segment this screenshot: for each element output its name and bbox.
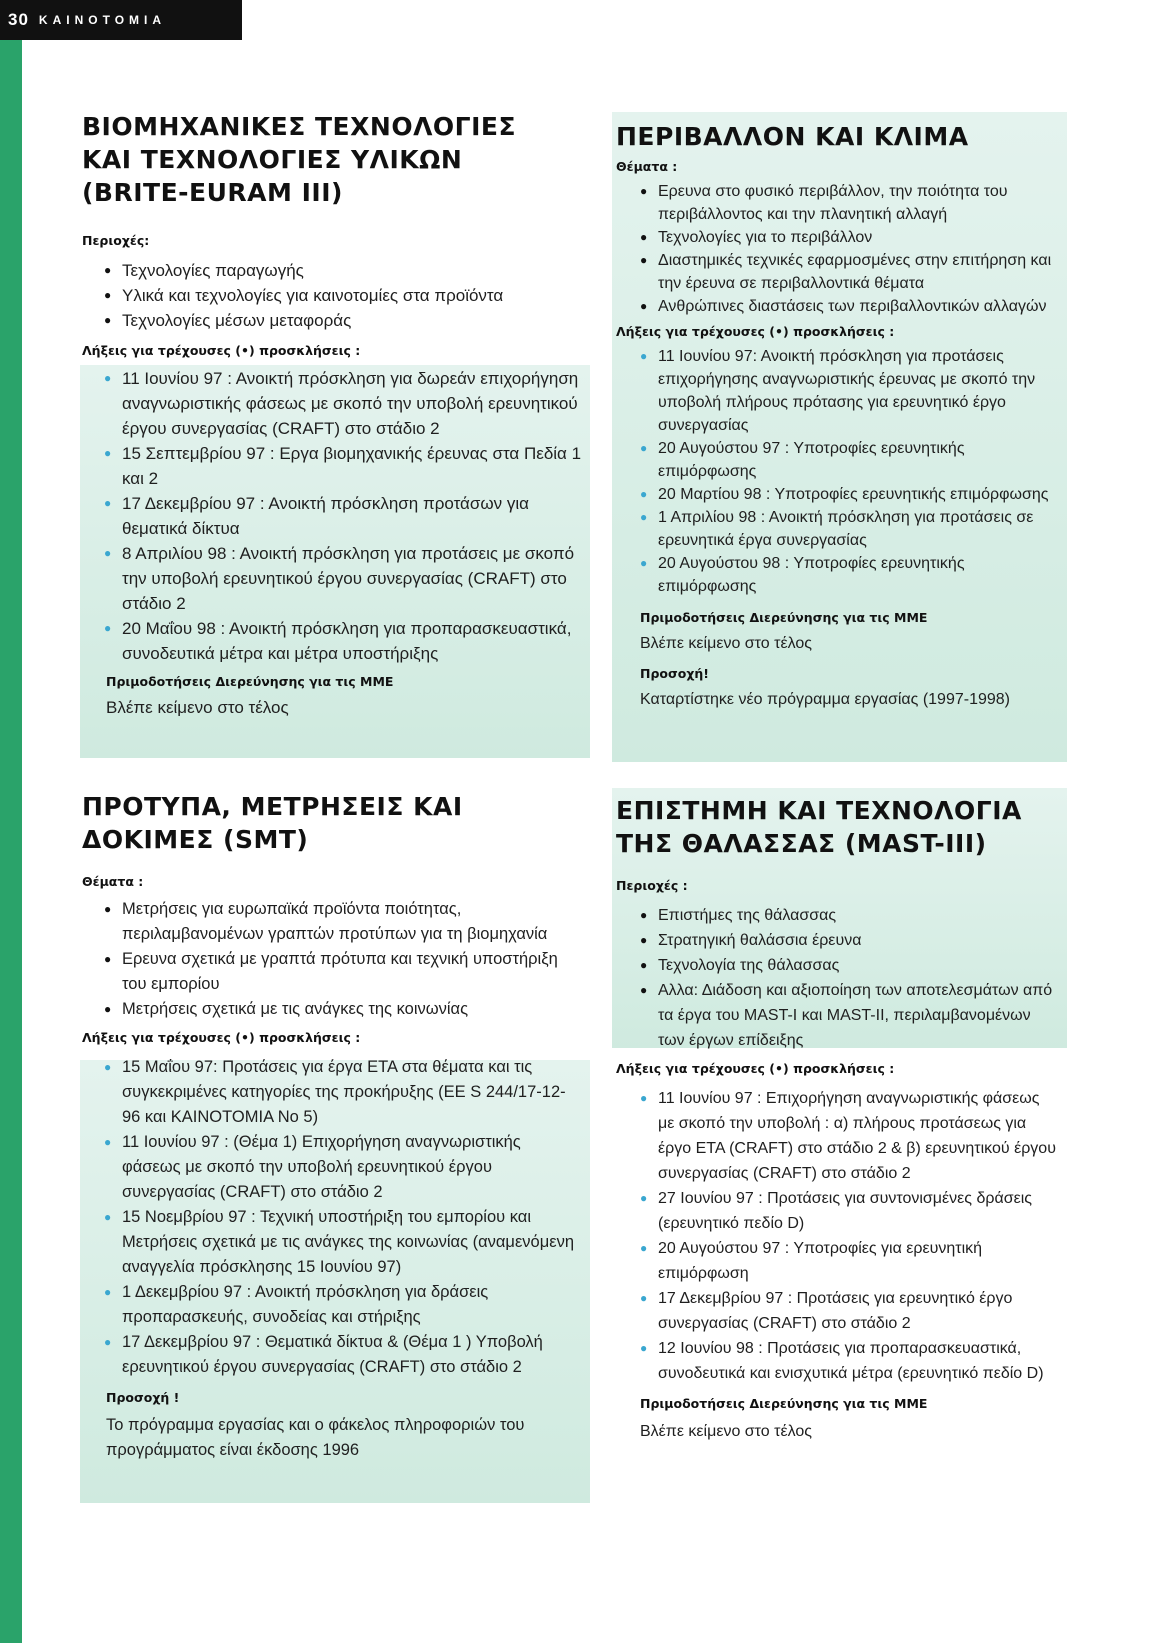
list-item: ● Μετρήσεις σχετικά με τις ανάγκες της κοινωνίας [104,997,582,1022]
list-item: ● 12 Ιουνίου 98 : Προτάσεις για προπαρασκευαστικά, συνοδευτικά και ενισχυτικά μέτρα (ερευνητικό πεδίο D) [640,1336,1060,1386]
deadlines-list [640,1086,1060,1386]
areas-list [104,258,592,333]
list-item: ● 15 Νοεμβρίου 97 : Τεχνική υποστήριξη του εμπορίου και Μετρήσεις σχετικά με τις ανάγκες της κοινωνίας (αναμενόμενη αναγγελία πρόσκλησης 15 Ιουνίου 97) [104,1205,582,1280]
section-title: ΠΡΟΤΥΠΑ, ΜΕΤΡΗΣΕΙΣ ΚΑΙ ΔΟΚΙΜΕΣ (SMT) [82,792,463,854]
sme-label: Πριμοδοτήσεις Διερεύνησης για τις ΜΜΕ [106,674,394,689]
section-mast [616,794,1066,1444]
list-item: ● 17 Δεκεμβρίου 97 : Θεματικά δίκτυα & (Θέμα 1 ) Υποβολή ερευνητικού έργου συνεργασίας (CRAFT) στο στάδιο 2 [104,1330,582,1380]
list-item: ● Υλικά και τεχνολογίες για καινοτομίες στα προϊόντα [104,283,592,308]
list-item: ● 20 Αυγούστου 97 : Υποτροφίες ερευνητικής επιμόρφωσης [640,437,1060,483]
list-item: ● Αλλα: Διάδοση και αξιοποίηση των αποτελεσμάτων από τα έργα του MAST-I και MAST-II, περιλαμβανομένων των έργων επίδειξης [640,978,1060,1053]
topics-label: Θέματα : [616,159,678,174]
list-item: ● 1 Απριλίου 98 : Ανοικτή πρόσκληση για προτάσεις σε ερευνητικά έργα συνεργασίας [640,506,1060,552]
deadlines-label: Λήξεις για τρέχουσες (•) προσκλήσεις : [616,1061,895,1076]
section-environment [616,120,1066,712]
topics-list [104,897,582,1022]
list-item: ● 11 Ιουνίου 97 : Ανοικτή πρόσκληση για δωρεάν επιχορήγηση αναγνωριστικής φάσεως με σκοπό την υποβολή ερευνητικού έργου συνεργασίας (CRAFT) στο στάδιο 2 [104,366,582,441]
deadlines-label: Λήξεις για τρέχουσες (•) προσκλήσεις : [616,324,895,339]
left-accent-bar [0,0,22,1643]
list-item: ● 27 Ιουνίου 97 : Προτάσεις για συντονισμένες δράσεις (ερευνητικό πεδίο D) [640,1186,1060,1236]
sme-label: Πριμοδοτήσεις Διερεύνησης για τις ΜΜΕ [640,610,928,625]
list-item: ● 17 Δεκεμβρίου 97 : Προτάσεις για ερευνητικό έργο συνεργασίας (CRAFT) στο στάδιο 2 [640,1286,1060,1336]
attention-text: Καταρτίστηκε νέο πρόγραμμα εργασίας (1997-1998) [640,691,1010,708]
list-item: ● Τεχνολογίες μέσων μεταφοράς [104,308,592,333]
list-item: ● 11 Ιουνίου 97: Ανοικτή πρόσκληση για προτάσεις επιχορήγησης αναγνωριστικής έρευνας με σκοπό την υποβολή πλήρους πρότασης για ερευνητικό έργο συνεργασίας [640,345,1060,437]
publication-name: ΚΑΙΝΟΤΟΜΙΑ [38,13,167,27]
areas-label: Περιοχές : [616,878,688,893]
list-item: ● 11 Ιουνίου 97 : (Θέμα 1) Επιχορήγηση αναγνωριστικής φάσεως με σκοπό την υποβολή ερευνητικού έργου συνεργασίας (CRAFT) στο στάδιο 2 [104,1130,582,1205]
sme-label: Πριμοδοτήσεις Διερεύνησης για τις ΜΜΕ [640,1396,928,1411]
list-item: ● Ανθρώπινες διαστάσεις των περιβαλλοντικών αλλαγών [640,295,1060,318]
list-item: ● Επιστήμες της θάλασσας [640,903,1060,928]
list-item: ● 20 Μαΐου 98 : Ανοικτή πρόσκληση για προπαρασκευαστικά, συνοδευτικά μέτρα και μέτρα υποστήριξης [104,616,582,666]
section-title: ΕΠΙΣΤΗΜΗ ΚΑΙ ΤΕΧΝΟΛΟΓΙΑ ΤΗΣ ΘΑΛΑΣΣΑΣ (MAST-III) [616,796,1022,858]
list-item: ● 20 Αυγούστου 98 : Υποτροφίες ερευνητικής επιμόρφωσης [640,552,1060,598]
list-item: ● Τεχνολογίες για το περιβάλλον [640,226,1060,249]
section-smt [82,790,592,1463]
list-item: ● 20 Μαρτίου 98 : Υποτροφίες ερευνητικής επιμόρφωσης [640,483,1060,506]
list-item: ● Ερευνα σχετικά με γραπτά πρότυπα και τεχνική υποστήριξη του εμπορίου [104,947,582,997]
deadlines-list [104,1055,582,1380]
page-number: 30 [8,10,29,29]
section-title: ΠΕΡΙΒΑΛΛΟΝ ΚΑΙ ΚΛΙΜΑ [616,122,969,151]
deadlines-list [104,366,582,666]
list-item: ● 15 Μαΐου 97: Προτάσεις για έργα ΕΤΑ στα θέματα και τις συγκεκριμένες κατηγορίες της προκήρυξης (ΕΕ S 244/17-12-96 και ΚΑΙΝΟΤΟΜΙΑ Νο 5) [104,1055,582,1130]
list-item: ● 1 Δεκεμβρίου 97 : Ανοικτή πρόσκληση για δράσεις προπαρασκευής, συνοδείας και στήριξης [104,1280,582,1330]
list-item: ● Μετρήσεις για ευρωπαϊκά προϊόντα ποιότητας, περιλαμβανομένων γραπτών προτύπων για τη βιομηχανία [104,897,582,947]
section-title: ΒΙΟΜΗΧΑΝΙΚΕΣ ΤΕΧΝΟΛΟΓΙΕΣ ΚΑΙ ΤΕΧΝΟΛΟΓΙΕΣ ΥΛΙΚΩΝ (BRITE-EURAM III) [82,112,517,207]
list-item: ● 15 Σεπτεμβρίου 97 : Εργα βιομηχανικής έρευνας στα Πεδία 1 και 2 [104,441,582,491]
attention-text: Το πρόγραμμα εργασίας και ο φάκελος πληροφοριών του προγράμματος είναι έκδοσης 1996 [106,1416,525,1459]
deadlines-label: Λήξεις για τρέχουσες (•) προσκλήσεις : [82,343,361,358]
list-item: ● Ερευνα στο φυσικό περιβάλλον, την ποιότητα του περιβάλλοντος και την πλανητική αλλαγή [640,180,1060,226]
deadlines-label: Λήξεις για τρέχουσες (•) προσκλήσεις : [82,1030,361,1045]
attention-label: Προσοχή! [640,666,709,681]
list-item: ● Στρατηγική θαλάσσια έρευνα [640,928,1060,953]
areas-label: Περιοχές: [82,233,150,248]
list-item: ● 17 Δεκεμβρίου 97 : Ανοικτή πρόσκληση προτάσων για θεματικά δίκτυα [104,491,582,541]
page-header [0,0,242,40]
topics-list [640,180,1060,318]
areas-list [640,903,1060,1053]
list-item: ● 11 Ιουνίου 97 : Επιχορήγηση αναγνωριστικής φάσεως με σκοπό την υποβολή : α) πλήρους προτάσεως για έργο ΕΤΑ (CRAFT) στο στάδιο 2 & β) ερευνητικού έργου συνεργασίας (CRAFT) στο στάδιο 2 [640,1086,1060,1186]
sme-text: Βλέπε κείμενο στο τέλος [640,1423,812,1440]
list-item: ● 8 Απριλίου 98 : Ανοικτή πρόσκληση για προτάσεις με σκοπό την υποβολή ερευνητικού έργου συνεργασίας (CRAFT) στο στάδιο 2 [104,541,582,616]
list-item: ● Τεχνολογία της θάλασσας [640,953,1060,978]
list-item: ● Τεχνολογίες παραγωγής [104,258,592,283]
deadlines-list [640,345,1060,598]
attention-label: Προσοχή ! [106,1390,180,1405]
list-item: ● Διαστημικές τεχνικές εφαρμοσμένες στην επιτήρηση και την έρευνα σε περιβαλλοντικά θέματα [640,249,1060,295]
sme-text: Βλέπε κείμενο στο τέλος [640,635,812,652]
sme-text: Βλέπε κείμενο στο τέλος [106,698,289,717]
list-item: ● 20 Αυγούστου 97 : Υποτροφίες για ερευνητική επιμόρφωση [640,1236,1060,1286]
topics-label: Θέματα : [82,874,144,889]
section-brite-euram [82,110,592,720]
